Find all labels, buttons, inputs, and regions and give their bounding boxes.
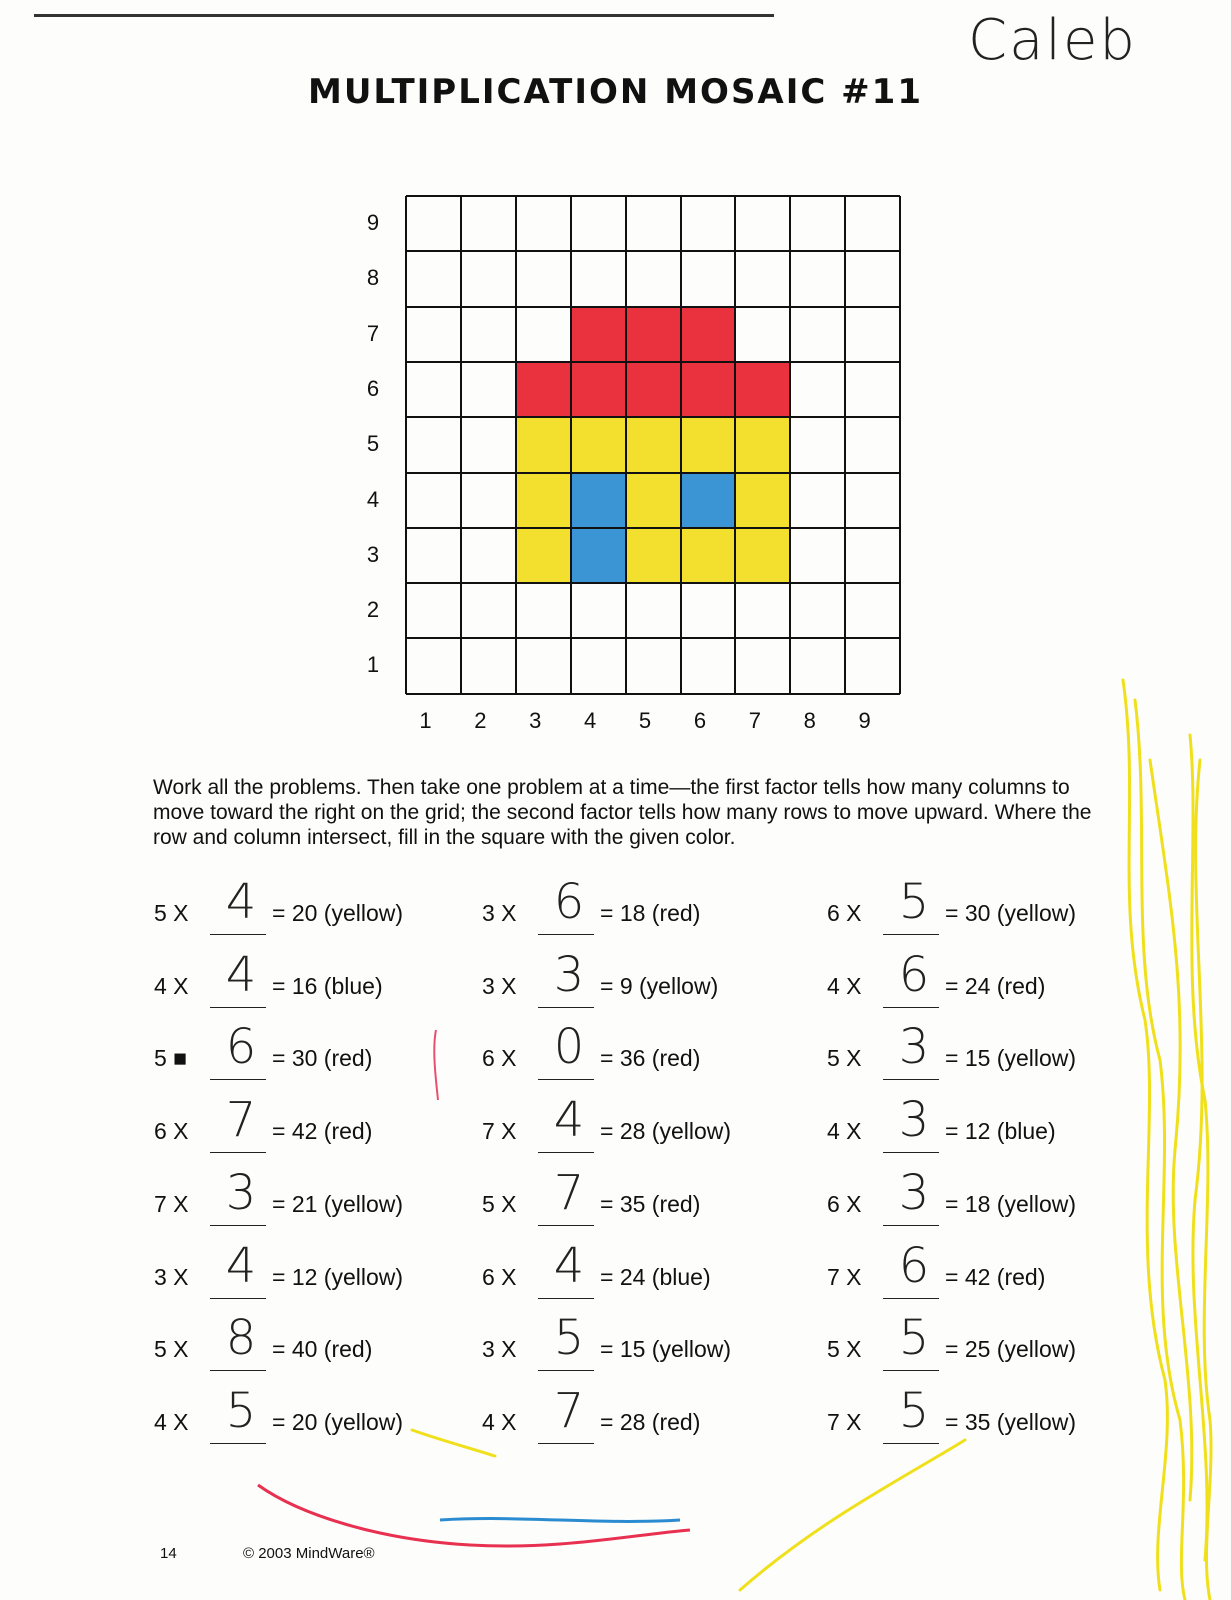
grid-cell-5-5-yellow [626,417,681,472]
handwritten-answer: 0 [553,1019,585,1076]
problem-1-3 [154,1019,454,1085]
handwritten-answer: 4 [553,1237,585,1294]
problem-2-3 [482,1019,782,1085]
problem-3-1 [827,874,1127,940]
grid-vline [570,196,572,694]
product-and-color: = 15 (yellow) [600,1336,732,1363]
first-factor: 4 X [827,1118,862,1145]
first-factor: 5 X [154,1336,189,1363]
y-axis-label: 1 [366,652,380,678]
product-and-color: = 30 (red) [272,1045,373,1072]
problem-3-6 [827,1237,1127,1304]
handwritten-answer: 3 [225,1164,257,1221]
first-factor: 6 X [827,1190,862,1217]
handwritten-answer: 3 [898,1164,930,1221]
problem-2-1 [482,874,782,940]
first-factor: 3 X [482,900,517,926]
handwritten-answer: 6 [898,1237,930,1294]
grid-cell-3-6-red [516,362,571,417]
red-crayon-scribble [258,1485,690,1546]
grid-hline [406,361,900,363]
grid-hline [406,582,900,584]
grid-cell-6-3-yellow [681,528,736,583]
handwritten-answer: 8 [225,1310,257,1367]
first-factor: 7 X [154,1190,189,1217]
x-axis-label: 5 [638,707,652,733]
first-factor: 7 X [827,1263,862,1290]
grid-hline [406,195,900,197]
x-axis-label: 3 [529,707,542,733]
product-and-color: = 18 (red) [600,900,701,926]
first-factor: 6 X [827,900,862,926]
handwritten-answer: 5 [898,1310,930,1367]
grid-hline [406,637,900,639]
grid-hline [406,306,900,308]
y-axis-label: 9 [366,210,380,235]
handwritten-answer: 7 [553,1164,585,1221]
product-and-color: = 42 (red) [945,1263,1046,1290]
x-axis-label: 9 [858,707,871,733]
problem-3-2 [827,946,1127,1013]
product-and-color: = 20 (yellow) [272,900,404,926]
grid-cell-7-4-yellow [735,473,790,528]
first-factor: 5 X [827,1045,862,1072]
product-and-color: = 40 (red) [272,1336,373,1363]
problem-3-5 [827,1164,1127,1231]
problem-3-4 [827,1092,1127,1158]
problem-1-5 [154,1164,454,1231]
handwritten-answer: 7 [553,1382,585,1439]
problem-2-5 [482,1164,782,1231]
handwritten-answer: 6 [898,946,930,1003]
handwritten-answer: 3 [898,1019,930,1076]
x-axis-label: 6 [693,707,707,733]
problem-1-4 [154,1092,454,1158]
grid-vline [515,196,517,694]
x-axis-label: 8 [803,707,816,733]
product-and-color: = 21 (yellow) [272,1190,404,1217]
first-factor: 4 X [154,972,189,999]
problem-1-1 [154,874,454,940]
page-number: 14 [160,1545,177,1562]
blue-crayon-scribble [440,1519,680,1522]
grid-vline [844,196,846,694]
problem-1-2 [154,946,454,1013]
y-axis-label: 4 [366,486,380,512]
product-and-color: = 25 (yellow) [945,1336,1077,1363]
product-and-color: = 9 (yellow) [600,972,719,999]
handwritten-answer: 4 [225,874,257,930]
top-rule [34,14,774,17]
first-factor: 3 X [482,972,517,999]
grid-hline [406,250,900,252]
problem-1-7 [154,1310,454,1376]
x-axis-label: 4 [584,707,597,733]
first-factor: 4 X [482,1408,517,1435]
product-and-color: = 20 (yellow) [272,1408,404,1435]
student-name: Caleb [968,8,1137,73]
product-and-color: = 16 (blue) [272,972,383,999]
handwritten-answer: 4 [225,946,257,1003]
problem-3-8 [827,1382,1127,1449]
handwritten-answer: 4 [553,1092,585,1149]
first-factor: 4 X [827,972,862,999]
grid-cell-6-6-red [681,362,736,417]
product-and-color: = 35 (yellow) [945,1408,1077,1435]
grid-vline [789,196,791,694]
y-axis-label: 6 [366,375,380,401]
handwritten-answer: 5 [898,874,930,930]
handwritten-answer: 5 [898,1382,930,1439]
grid-cell-4-7-red [571,307,626,362]
instructions: Work all the problems. Then take one problem at a time—the first factor tells how many columns to move toward the right on the grid; the second factor tells how many rows to move upward. Where the row and column intersect, fill in the square with the given color. [153,776,1092,849]
grid-cell-7-6-red [735,362,790,417]
handwritten-answer: 7 [225,1092,257,1149]
product-and-color: = 35 (red) [600,1190,701,1217]
product-and-color: = 12 (yellow) [272,1263,404,1290]
x-axis-label: 1 [419,707,432,733]
grid-hline [406,472,900,474]
first-factor: 6 X [482,1263,517,1290]
grid-vline [899,196,901,694]
problem-3-3 [827,1019,1127,1085]
grid-vline [680,196,682,694]
grid-cell-5-4-yellow [626,473,681,528]
grid-vline [625,196,627,694]
grid-cell-4-6-red [571,362,626,417]
grid-hline [406,416,900,418]
grid-hline [406,693,900,695]
page-title: MULTIPLICATION MOSAIC #11 [307,72,923,112]
problem-2-8 [482,1382,782,1449]
grid-cell-3-3-yellow [516,528,571,583]
grid-vline [460,196,462,694]
problem-3-7 [827,1310,1127,1376]
grid-cell-6-7-red [681,307,736,362]
product-and-color: = 30 (yellow) [945,900,1077,926]
y-axis-label: 7 [366,320,380,346]
first-factor: 5 X [482,1190,517,1217]
product-and-color: = 28 (red) [600,1408,701,1435]
product-and-color: = 15 (yellow) [945,1045,1077,1072]
grid-cell-7-3-yellow [735,528,790,583]
y-axis-label: 8 [366,265,380,291]
handwritten-answer: 5 [553,1310,585,1367]
product-and-color: = 12 (blue) [945,1118,1056,1145]
handwritten-answer: 4 [225,1237,257,1294]
grid-cell-5-6-red [626,362,681,417]
grid-cell-5-3-yellow [626,528,681,583]
handwritten-answer: 6 [553,874,585,930]
problem-1-8 [154,1382,454,1449]
grid-cell-6-5-yellow [681,417,736,472]
product-and-color: = 24 (blue) [600,1263,711,1290]
handwritten-answer: 5 [225,1382,257,1439]
grid-hline [406,527,900,529]
grid-cell-7-5-yellow [735,417,790,472]
handwritten-answer: 3 [553,946,585,1003]
first-factor: 3 X [154,1263,189,1290]
y-axis-label: 2 [366,597,380,623]
handwritten-answer: 3 [898,1092,930,1149]
product-and-color: = 36 (red) [600,1045,701,1072]
mosaic-grid [406,196,900,694]
first-factor: 5 ■ [154,1045,188,1072]
product-and-color: = 18 (yellow) [945,1190,1077,1217]
first-factor: 5 X [154,900,189,926]
problem-2-6 [482,1237,782,1304]
grid-cell-3-5-yellow [516,417,571,472]
grid-vline [405,196,407,694]
product-and-color: = 24 (red) [945,972,1046,999]
first-factor: 3 X [482,1336,517,1363]
problem-2-7 [482,1310,782,1376]
grid-cell-5-7-red [626,307,681,362]
grid-cell-3-4-yellow [516,473,571,528]
first-factor: 4 X [154,1408,189,1435]
x-axis-label: 7 [748,707,761,733]
first-factor: 6 X [154,1118,189,1145]
product-and-color: = 28 (yellow) [600,1118,732,1145]
problem-1-6 [154,1237,454,1304]
y-axis-label: 5 [366,431,380,457]
handwritten-answer: 6 [225,1019,257,1076]
first-factor: 5 X [827,1336,862,1363]
first-factor: 7 X [827,1408,862,1435]
copyright: © 2003 MindWare® [243,1545,375,1562]
grid-cell-4-5-yellow [571,417,626,472]
y-axis-label: 3 [366,541,380,567]
problem-2-2 [482,946,782,1013]
grid-vline [734,196,736,694]
first-factor: 7 X [482,1118,517,1145]
product-and-color: = 42 (red) [272,1118,373,1145]
problem-2-4 [482,1092,782,1158]
grid-cell-6-4-blue [681,473,736,528]
grid-cell-4-3-blue [571,528,626,583]
first-factor: 6 X [482,1045,517,1072]
grid-cell-4-4-blue [571,473,626,528]
x-axis-label: 2 [474,707,487,733]
